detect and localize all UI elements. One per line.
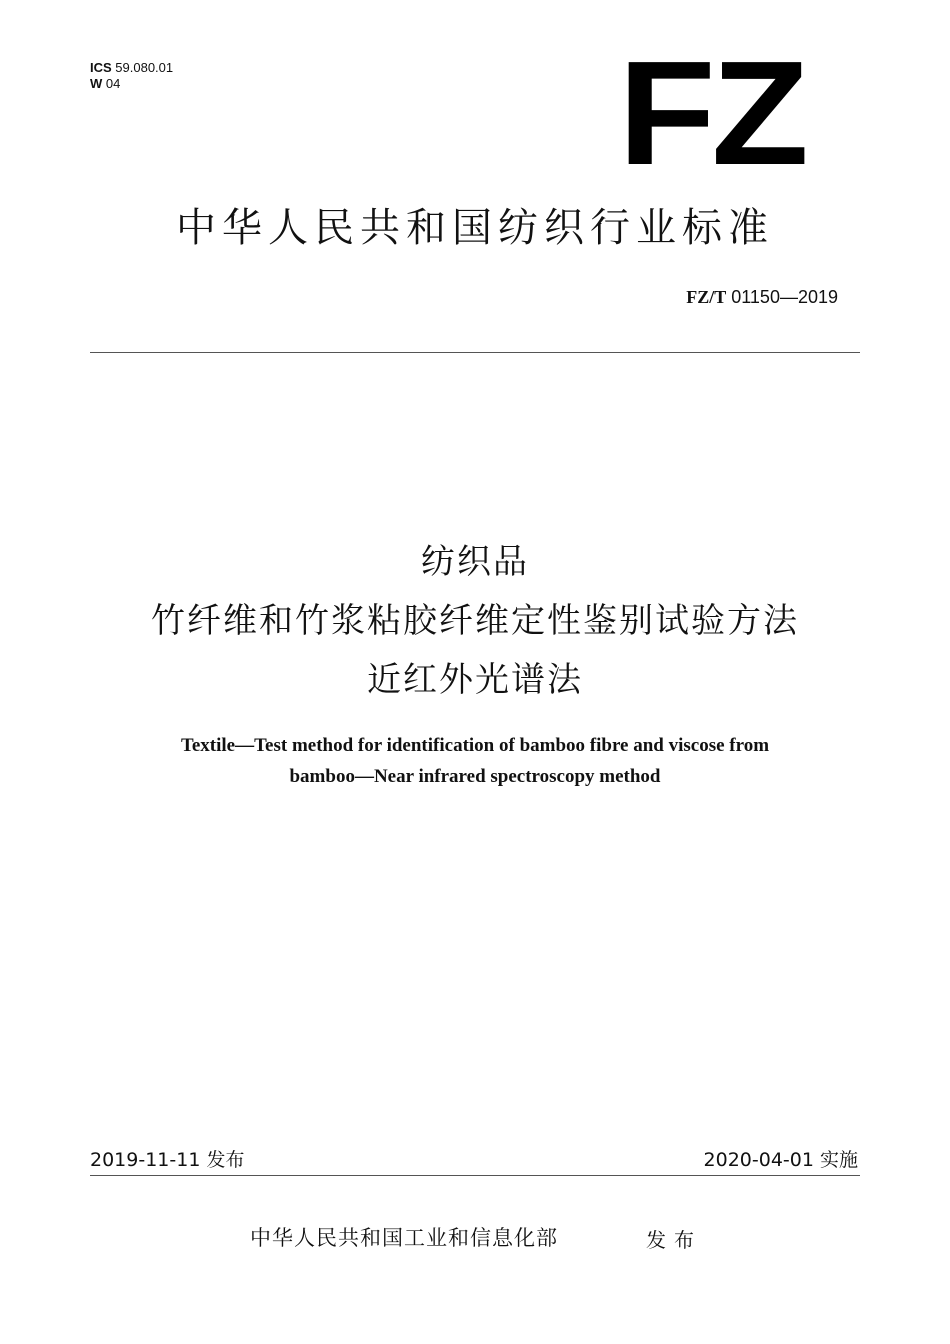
implementation-date: 2020-04-01 实施: [703, 1149, 858, 1171]
title-cn-line2: 竹纤维和竹浆粘胶纤维定性鉴别试验方法: [151, 601, 799, 641]
issue-date: 2019-11-11 发布: [90, 1149, 245, 1171]
fz-logo: FZ: [618, 31, 805, 196]
title-en-line1: Textile—Test method for identification of bamboo fibre and viscose from: [180, 735, 770, 756]
bottom-divider: [90, 1175, 860, 1176]
classification-block: [90, 60, 173, 92]
class-line: [90, 76, 173, 92]
issuer-name: 中华人民共和国工业和信息化部: [250, 1226, 558, 1250]
issuer-action: 发布: [646, 1228, 702, 1252]
title-cn-line1: 纺织品: [421, 542, 529, 582]
standard-code: 01150—2019: [731, 287, 838, 307]
top-divider: [90, 352, 860, 353]
class-code: 04: [105, 76, 121, 91]
standard-prefix: FZ/T: [686, 287, 727, 307]
ics-line: [90, 60, 173, 76]
standard-number: [686, 287, 838, 308]
title-cn-line3: 近红外光谱法: [367, 660, 583, 700]
title-en-line2: bamboo—Near infrared spectroscopy method: [289, 766, 661, 787]
ics-label: ICS: [90, 60, 112, 75]
org-title: 中华人民共和国纺织行业标准: [176, 205, 774, 251]
class-label: W: [90, 76, 103, 91]
ics-code: 59.080.01: [115, 60, 174, 75]
